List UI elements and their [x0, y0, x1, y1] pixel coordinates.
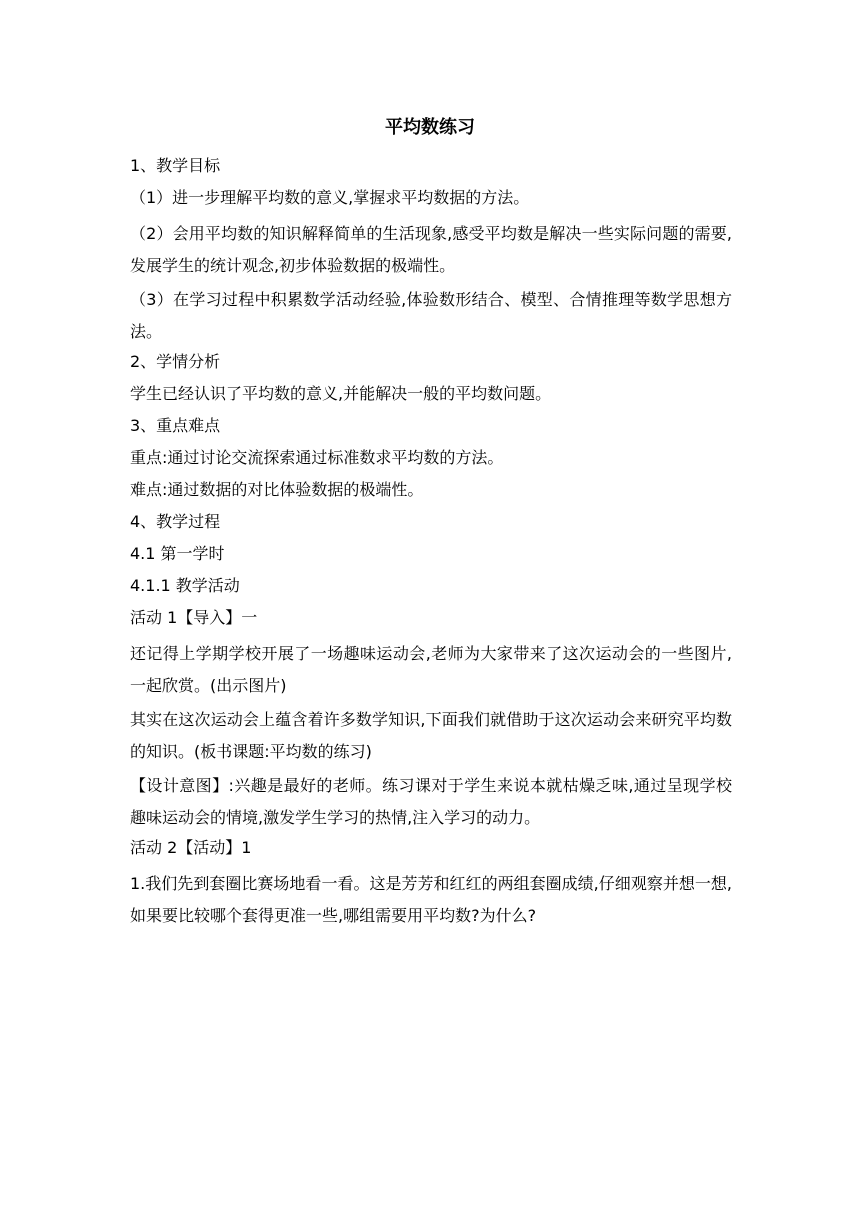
document-body: [130, 154, 732, 934]
section-heading-analysis: 2、学情分析: [130, 352, 221, 371]
activity-1-paragraph-2: 其实在这次运动会上蕴含着许多数学知识,下面我们就借助于这次运动会来研究平均数的知识。(板书课题:平均数的练习): [130, 710, 732, 761]
section-heading-keypoints: 3、重点难点: [130, 416, 221, 435]
subsection-heading-activities: 4.1.1 教学活动: [130, 576, 240, 595]
objective-item-1: （1）进一步理解平均数的意义,掌握求平均数据的方法。: [130, 188, 530, 207]
keypoint-text: 重点:通过讨论交流探索通过标准数求平均数的方法。: [130, 448, 504, 467]
activity-1-paragraph-1: 还记得上学期学校开展了一场趣味运动会,老师为大家带来了这次运动会的一些图片,一起欣赏。(出示图片): [130, 644, 732, 695]
activity-1-heading: 活动 1【导入】一: [130, 608, 258, 627]
section-heading-process: 4、教学过程: [130, 512, 221, 531]
document-title: 平均数练习: [385, 117, 475, 138]
objective-item-3: （3）在学习过程中积累数学活动经验,体验数形结合、模型、合情推理等数学思想方法。: [130, 290, 732, 341]
difficulty-text: 难点:通过数据的对比体验数据的极端性。: [130, 480, 424, 499]
objective-item-2: （2）会用平均数的知识解释简单的生活现象,感受平均数是解决一些实际问题的需要,发展学生的统计观念,初步体验数据的极端性。: [130, 224, 732, 275]
analysis-text: 学生已经认识了平均数的意义,并能解决一般的平均数问题。: [130, 384, 552, 403]
activity-2-heading: 活动 2【活动】1: [130, 838, 252, 857]
design-intent-paragraph: 【设计意图】:兴趣是最好的老师。练习课对于学生来说本就枯燥乏味,通过呈现学校趣味运动会的情境,激发学生学习的热情,注入学习的动力。: [130, 776, 732, 827]
subsection-heading-lesson-1: 4.1 第一学时: [130, 544, 225, 563]
section-heading-objectives: 1、教学目标: [130, 156, 221, 175]
activity-2-paragraph-1: 1.我们先到套圈比赛场地看一看。这是芳芳和红红的两组套圈成绩,仔细观察并想一想,如果要比较哪个套得更准一些,哪组需要用平均数?为什么?: [130, 874, 732, 925]
